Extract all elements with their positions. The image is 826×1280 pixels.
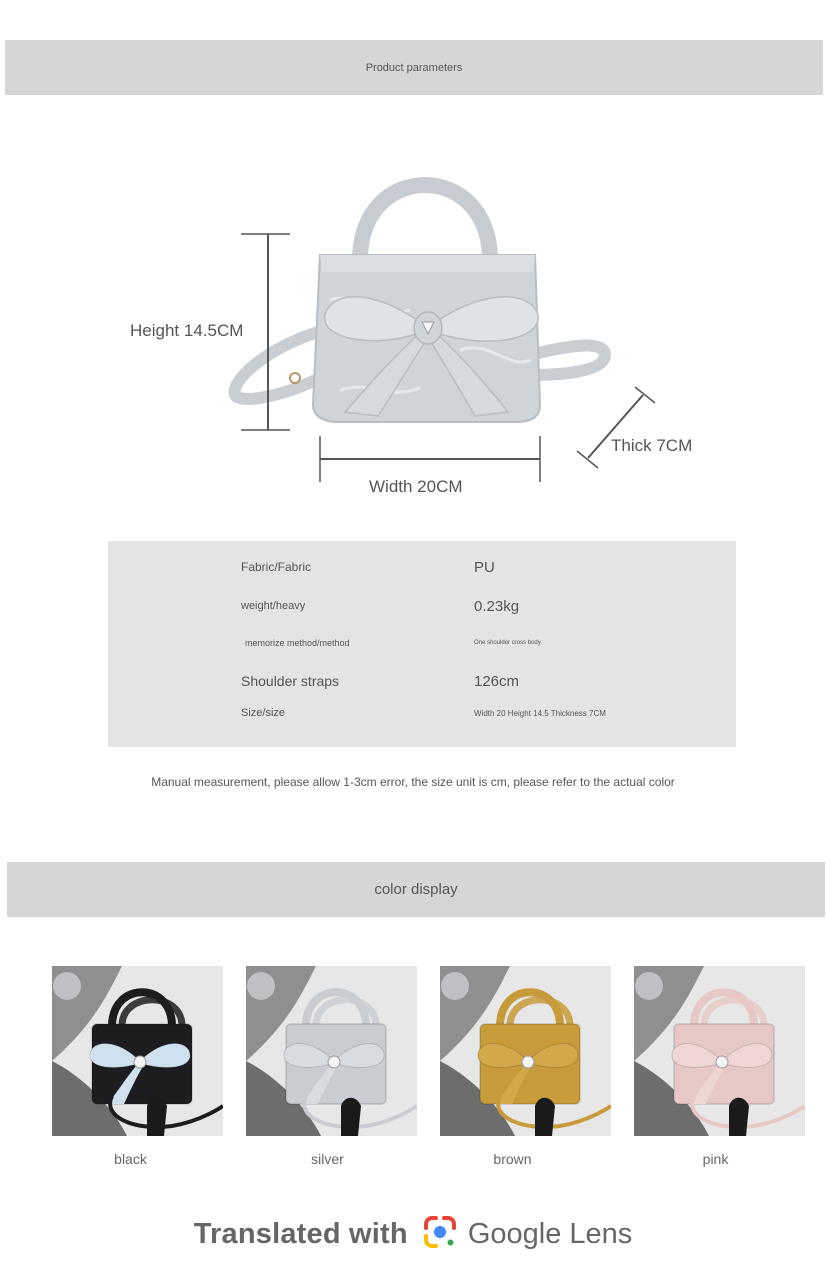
translated-with-text: Translated with: [193, 1217, 408, 1250]
color-option-black[interactable]: [52, 966, 223, 1136]
width-label: Width 20CM: [369, 477, 463, 496]
bag-photo: [52, 966, 223, 1136]
param-key: Shoulder straps: [241, 673, 340, 689]
banner-title: Product parameters: [365, 61, 463, 74]
google-lens-brand: Google Lens: [467, 1217, 633, 1250]
product-diagram: [110, 150, 720, 510]
param-value: Width 20 Height 14.5 Thickness 7CM: [474, 709, 606, 718]
color-label-pink: pink: [702, 1151, 729, 1167]
param-value: One shoulder cross body: [474, 640, 541, 646]
measurement-note: Manual measurement, please allow 1-3cm error, the size unit is cm, please refer to the actual color: [151, 775, 675, 789]
param-key: Fabric/Fabric: [241, 560, 312, 574]
color-option-pink[interactable]: [634, 966, 805, 1136]
bag-photo: [246, 966, 417, 1136]
banner-title: color display: [374, 881, 458, 898]
parameters-table: [108, 541, 736, 747]
height-label: Height 14.5CM: [130, 321, 244, 340]
param-value: 0.23kg: [474, 598, 520, 615]
translation-footer: [0, 1210, 826, 1258]
param-key: Size/size: [241, 707, 286, 719]
thick-label: Thick 7CM: [611, 436, 693, 455]
color-display-banner: [7, 862, 825, 917]
bag-photo: [634, 966, 805, 1136]
color-option-brown[interactable]: [440, 966, 611, 1136]
param-key: weight/heavy: [241, 600, 306, 612]
param-value: PU: [474, 559, 495, 576]
color-option-silver[interactable]: [246, 966, 417, 1136]
bag-photo: [440, 966, 611, 1136]
google-lens-icon: [422, 1214, 458, 1255]
product-parameters-banner: [5, 40, 823, 95]
param-value: 126cm: [474, 673, 520, 690]
color-label-silver: silver: [311, 1151, 344, 1167]
param-key: memorize method/method: [245, 638, 350, 648]
color-label-black: black: [114, 1151, 147, 1167]
color-label-brown: brown: [493, 1151, 532, 1167]
